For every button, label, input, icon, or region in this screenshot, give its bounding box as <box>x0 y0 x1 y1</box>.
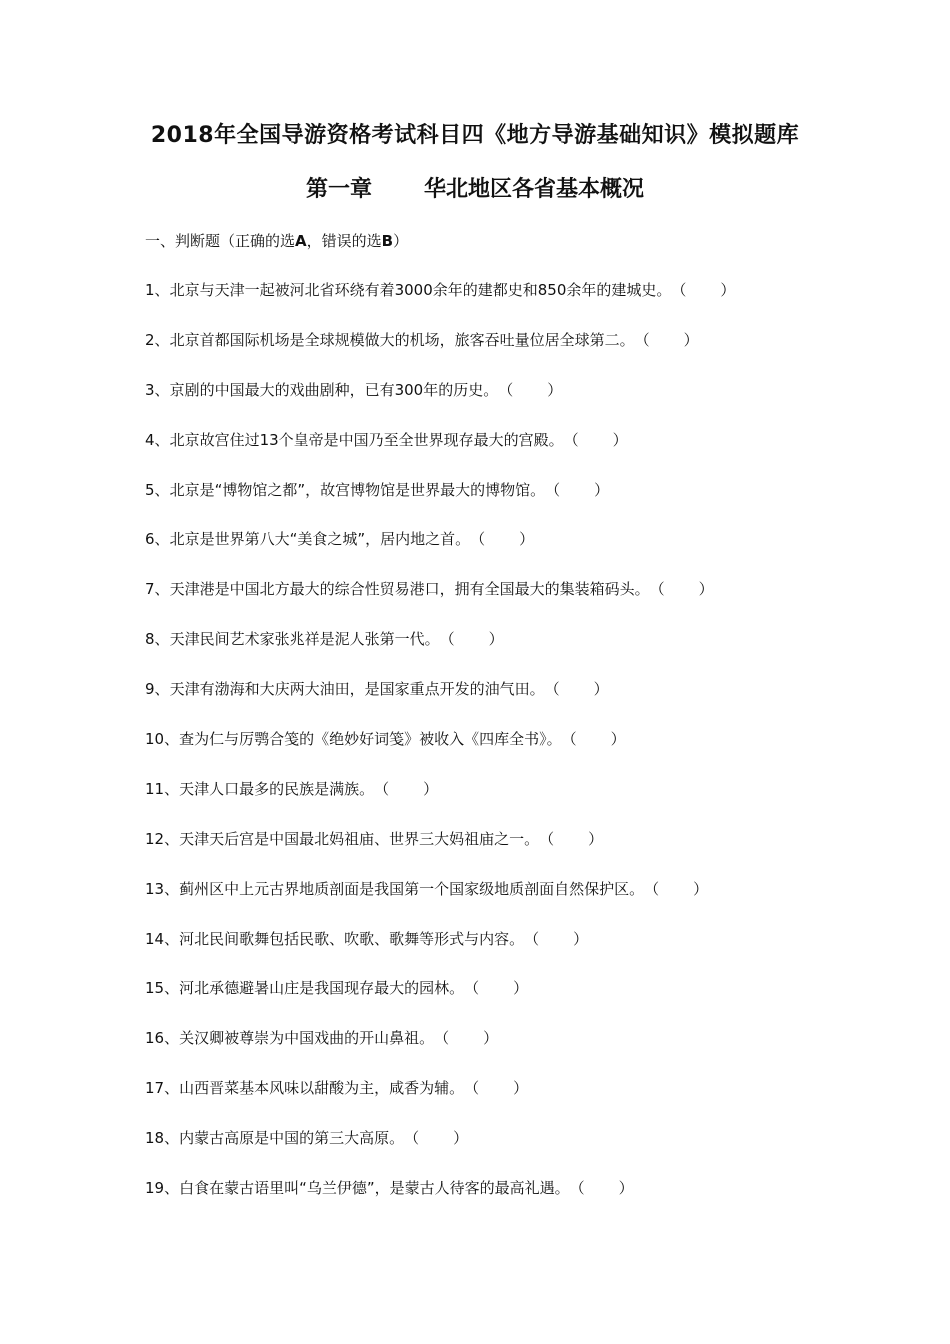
question-list <box>145 280 735 1228</box>
question-item <box>145 679 735 729</box>
section-middle: ，错误的选 <box>306 232 382 250</box>
question-text: 北京是“博物馆之都”，故宫博物馆是世界最大的博物馆。 <box>169 480 546 499</box>
question-separator: 、 <box>154 530 170 549</box>
answer-paren-close: ） <box>423 779 439 798</box>
answer-blank[interactable] <box>570 1178 634 1198</box>
question-item <box>145 579 735 629</box>
answer-paren-close: ） <box>610 730 626 749</box>
answer-paren-open: （ <box>634 330 650 349</box>
question-text: 蓟州区中上元古界地质剖面是我国第一个国家级地质剖面自然保护区。 <box>179 879 645 898</box>
question-text: 天津港是中国北方最大的综合性贸易港口，拥有全国最大的集装箱码头。 <box>169 580 650 599</box>
answer-blank[interactable] <box>434 1028 498 1048</box>
question-separator: 、 <box>154 281 170 299</box>
question-number: 18 <box>145 1129 165 1148</box>
answer-paren-open: （ <box>434 1029 450 1048</box>
question-separator: 、 <box>164 829 180 848</box>
answer-blank[interactable] <box>464 1078 528 1098</box>
question-number: 5 <box>145 480 155 499</box>
answer-paren-open: （ <box>470 530 486 549</box>
question-number: 9 <box>145 680 155 699</box>
chapter-title: 华北地区各省基本概况 <box>424 177 645 202</box>
section-correct-letter: A <box>295 232 307 250</box>
question-separator: 、 <box>154 680 170 699</box>
question-text: 查为仁与厉鹗合笺的《绝妙好词笺》被收入《四库全书》。 <box>179 730 562 749</box>
question-item <box>145 729 735 779</box>
answer-paren-close: ） <box>593 680 609 699</box>
question-text: 京剧的中国最大的戏曲剧种，已有300年的历史。 <box>169 380 499 399</box>
answer-paren-close: ） <box>612 430 628 449</box>
question-text: 天津人口最多的民族是满族。 <box>179 779 375 798</box>
question-separator: 、 <box>154 580 170 599</box>
answer-blank[interactable] <box>644 879 708 899</box>
answer-paren-close: ） <box>698 580 714 599</box>
answer-blank[interactable] <box>470 529 534 549</box>
document-title: 2018年全国导游资格考试科目四《地方导游基础知识》模拟题库 <box>150 123 800 148</box>
answer-paren-open: （ <box>563 430 579 449</box>
answer-paren-open: （ <box>464 979 480 998</box>
answer-paren-open: （ <box>539 829 555 848</box>
question-text: 北京首都国际机场是全球规模做大的机场，旅客吞吐量位居全球第二。 <box>169 330 635 349</box>
answer-paren-open: （ <box>569 1179 585 1198</box>
question-separator: 、 <box>154 480 170 499</box>
question-text: 白食在蒙古语里叫“乌兰伊德”，是蒙古人待客的最高礼遇。 <box>179 1179 570 1198</box>
question-number: 13 <box>145 879 165 898</box>
answer-paren-close: ） <box>488 630 504 649</box>
question-text: 关汉卿被尊崇为中国戏曲的开山鼻祖。 <box>179 1029 435 1048</box>
answer-blank[interactable] <box>498 380 562 400</box>
question-number: 14 <box>145 929 165 948</box>
answer-blank[interactable] <box>650 579 714 599</box>
question-text: 天津天后宫是中国最北妈祖庙、世界三大妈祖庙之一。 <box>179 829 540 848</box>
question-text: 北京是世界第八大“美食之城”，居内地之首。 <box>169 530 471 549</box>
answer-paren-close: ） <box>573 929 589 948</box>
question-text: 天津民间艺术家张兆祥是泥人张第一代。 <box>169 630 440 649</box>
question-text: 北京与天津一起被河北省环绕有着3000余年的建都史和850余年的建城史。 <box>169 281 672 299</box>
section-heading <box>145 230 408 251</box>
question-item <box>145 529 735 579</box>
answer-blank[interactable] <box>464 978 528 998</box>
question-separator: 、 <box>164 1179 180 1198</box>
question-separator: 、 <box>164 1079 180 1098</box>
answer-paren-open: （ <box>464 1079 480 1098</box>
question-number: 1 <box>145 281 155 299</box>
answer-paren-close: ） <box>513 1079 529 1098</box>
chapter-number: 第一章 <box>305 177 372 202</box>
answer-blank[interactable] <box>524 929 588 949</box>
answer-paren-open: （ <box>644 879 660 898</box>
question-item <box>145 879 735 929</box>
answer-blank[interactable] <box>374 779 438 799</box>
answer-paren-open: （ <box>374 779 390 798</box>
question-item <box>145 280 735 330</box>
question-separator: 、 <box>164 1129 180 1148</box>
answer-blank[interactable] <box>635 330 699 350</box>
answer-paren-open: （ <box>524 929 540 948</box>
question-number: 7 <box>145 580 155 599</box>
answer-paren-open: （ <box>561 730 577 749</box>
question-item <box>145 1028 735 1078</box>
question-number: 6 <box>145 530 155 549</box>
answer-paren-close: ） <box>720 281 736 299</box>
answer-paren-close: ） <box>618 1179 634 1198</box>
question-text: 天津有渤海和大庆两大油田，是国家重点开发的油气田。 <box>169 680 545 699</box>
question-separator: 、 <box>154 330 170 349</box>
section-wrong-letter: B <box>381 232 394 250</box>
answer-paren-close: ） <box>693 879 709 898</box>
answer-paren-open: （ <box>545 480 561 499</box>
question-separator: 、 <box>164 979 180 998</box>
question-item <box>145 779 735 829</box>
question-number: 16 <box>145 1029 165 1048</box>
answer-paren-close: ） <box>483 1029 499 1048</box>
question-number: 15 <box>145 979 165 998</box>
question-number: 12 <box>145 829 165 848</box>
question-separator: 、 <box>164 730 180 749</box>
question-item <box>145 929 735 979</box>
question-separator: 、 <box>154 630 170 649</box>
answer-blank[interactable] <box>539 829 603 849</box>
question-separator: 、 <box>164 929 180 948</box>
question-item <box>145 480 735 530</box>
question-text: 北京故宫住过13个皇帝是中国乃至全世界现存最大的宫殿。 <box>169 430 564 449</box>
question-number: 4 <box>145 430 155 449</box>
question-separator: 、 <box>154 430 170 449</box>
answer-paren-open: （ <box>498 380 514 399</box>
answer-paren-close: ） <box>513 979 529 998</box>
answer-paren-close: ） <box>453 1129 469 1148</box>
question-number: 2 <box>145 330 155 349</box>
question-number: 17 <box>145 1079 165 1098</box>
question-number: 19 <box>145 1179 165 1198</box>
question-text: 河北民间歌舞包括民歌、吹歌、歌舞等形式与内容。 <box>179 929 525 948</box>
question-item <box>145 330 735 380</box>
answer-paren-close: ） <box>588 829 604 848</box>
question-number: 8 <box>145 630 155 649</box>
chapter-heading <box>0 172 950 203</box>
answer-paren-open: （ <box>649 580 665 599</box>
question-number: 11 <box>145 779 165 798</box>
question-item <box>145 1128 735 1178</box>
question-text: 山西晋菜基本风味以甜酸为主，咸香为辅。 <box>179 1079 465 1098</box>
answer-blank[interactable] <box>671 280 735 300</box>
question-number: 10 <box>145 730 165 749</box>
answer-blank[interactable] <box>440 629 504 649</box>
answer-blank[interactable] <box>545 679 609 699</box>
question-item <box>145 430 735 480</box>
question-separator: 、 <box>164 1029 180 1048</box>
answer-blank[interactable] <box>545 480 609 500</box>
answer-paren-open: （ <box>544 680 560 699</box>
question-item <box>145 380 735 430</box>
section-prefix: 一、判断题（正确的选 <box>145 232 296 250</box>
question-text: 河北承德避暑山庄是我国现存最大的园林。 <box>179 979 465 998</box>
answer-paren-open: （ <box>671 281 687 299</box>
question-number: 3 <box>145 380 155 399</box>
question-item <box>145 829 735 879</box>
answer-paren-close: ） <box>547 380 563 399</box>
question-text: 内蒙古高原是中国的第三大高原。 <box>179 1129 405 1148</box>
answer-blank[interactable] <box>404 1128 468 1148</box>
answer-paren-open: （ <box>439 630 455 649</box>
question-item <box>145 978 735 1028</box>
answer-paren-close: ） <box>519 530 535 549</box>
question-item <box>145 1178 735 1228</box>
question-item <box>145 1078 735 1128</box>
answer-blank[interactable] <box>562 729 626 749</box>
question-separator: 、 <box>164 779 180 798</box>
question-separator: 、 <box>164 879 180 898</box>
answer-paren-open: （ <box>404 1129 420 1148</box>
answer-blank[interactable] <box>564 430 628 450</box>
section-suffix: ） <box>393 232 409 250</box>
answer-paren-close: ） <box>594 480 610 499</box>
answer-paren-close: ） <box>683 330 699 349</box>
question-item <box>145 629 735 679</box>
question-separator: 、 <box>154 380 170 399</box>
